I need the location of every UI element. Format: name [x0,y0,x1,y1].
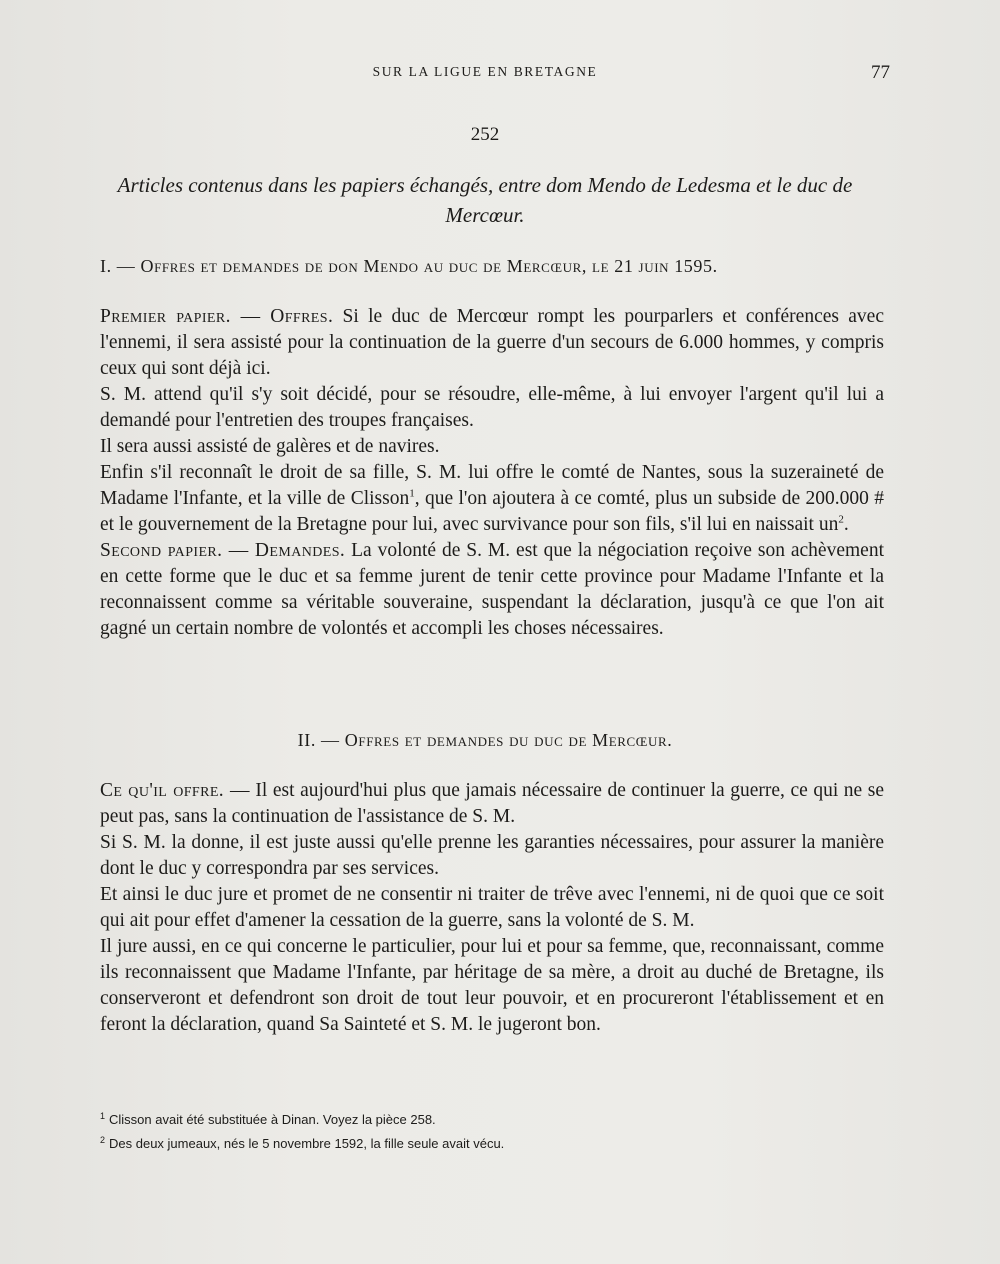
paragraph [100,538,884,642]
section-2-body [100,778,884,1038]
section-1-heading: I. — Offres et demandes de don Mendo au duc de Mercœur, le 21 juin 1595. [100,256,718,276]
section-2-heading: II. — Offres et demandes du duc de Mercœur. [297,730,673,750]
footnote-text: Clisson avait été substituée à Dinan. Voyez la pièce 258. [109,1112,436,1127]
running-title: SUR LA LIGUE EN BRETAGNE [372,64,598,79]
paragraph-text: , que l'on ajoutera à ce comté, plus un subside de 200.000 # et le gouvernement de la Bretagne pour lui, avec survivance pour son fils, s'il lui en naissait un [100,488,884,535]
paragraph: Et ainsi le duc jure et promet de ne consentir ni traiter de trêve avec l'ennemi, ni de quoi que ce soit qui ait pour effet d'amener la cessation de la guerre, sans la volonté de S. M. [100,884,884,931]
paragraph: S. M. attend qu'il s'y soit décidé, pour se résoudre, elle-même, à lui envoyer l'argent qu'il lui a demandé pour l'entretien des troupes françaises. [100,384,884,431]
footnotes [100,1108,860,1156]
paragraph-text: . [843,514,849,535]
footnote-ref: 2 [838,513,844,526]
paragraph [100,304,884,382]
document-number: 252 [470,124,500,145]
footnote-mark: 1 [100,1110,106,1121]
footnote-text: Des deux jumeaux, nés le 5 novembre 1592, la fille seule avait vécu. [109,1136,505,1151]
paragraph: Il jure aussi, en ce qui concerne le particulier, pour lui et pour sa femme, que, reconnaissant, comme ils reconnaissent que Madame l'Infante, par héritage de sa mère, a droit au duché de Bretagne, ils conserveront et defendront son droit de tout leur pouvoir, et en procureront l'établissement et en feront la déclaration, quand Sa Sainteté et S. M. le jugeront bon. [100,936,884,1035]
paragraph-text: Enfin s'il reconnaît le droit de sa fille, S. M. lui offre le comté de Nantes, sous la suzeraineté de Madame l'Infante, et la ville de Clisson [100,462,884,509]
footnote [100,1132,860,1156]
page-number: 77 [871,62,890,83]
paragraph [100,460,884,538]
document-title: Articles contenus dans les papiers échangés, entre dom Mendo de Ledesma et le duc de Mercœur. [117,173,853,227]
paragraph [100,778,884,830]
paragraph-text: Il est aujourd'hui plus que jamais nécessaire de continuer la guerre, ce qui ne se peut pas, sans la continuation de l'assistance de S. M. [100,780,884,827]
footnote-mark: 2 [100,1134,106,1145]
paragraph-label: Premier papier. — Offres. [100,306,334,327]
running-head [0,64,1000,88]
footnote [100,1108,860,1132]
footnote-ref: 1 [409,487,415,500]
paragraph: Il sera aussi assisté de galères et de navires. [100,436,440,457]
paragraph-text: La volonté de S. M. est que la négociation reçoive son achèvement en cette forme que le duc et sa femme jurent de tenir cette province pour Madame l'Infante et la reconnaissent comme sa véritable souveraine, suspendant la déclaration, jusqu'à ce que l'on ait gagné un certain nombre de volontés et accompli les choses nécessaires. [100,540,884,639]
paragraph-label: Second papier. — Demandes. [100,540,346,561]
paragraph: Si S. M. la donne, il est juste aussi qu'elle prenne les garanties nécessaires, pour assurer la manière dont le duc y correspondra par ses services. [100,832,884,879]
paragraph-text: Si le duc de Mercœur rompt les pourparlers et conférences avec l'ennemi, il sera assisté pour la continuation de la guerre d'un secours de 6.000 hommes, y compris ceux qui sont déjà ici. [100,306,884,379]
section-1-body [100,304,884,642]
paragraph-label: Ce qu'il offre. — [100,780,250,801]
